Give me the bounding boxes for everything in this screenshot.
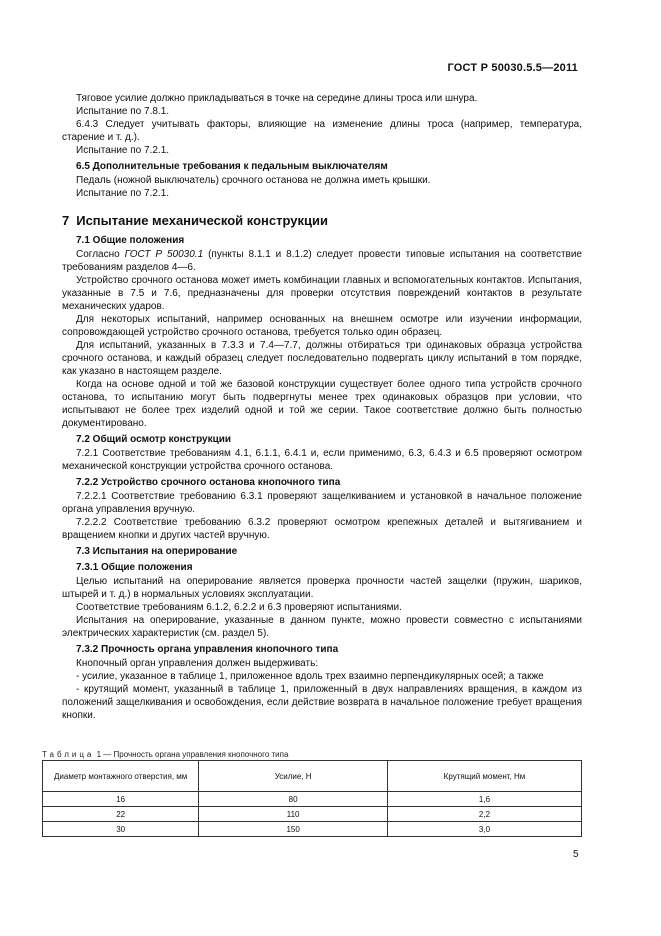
paragraph: Целью испытаний на оперирование является проверка прочности частей защелки (пружин, шариков, штырей и т. д.) в нормальных условиях эксплуатации. — [62, 576, 582, 600]
list-item: - усилие, указанное в таблице 1, приложенное вдоль трех взаимно перпендикулярных осей; а также — [76, 671, 544, 682]
strength-table — [42, 760, 582, 837]
standard-reference: ГОСТ Р 50030.1 — [124, 249, 204, 260]
paragraph: 6.4.3 Следует учитывать факторы, влияющие на изменение длины троса (например, температура, старение и т. д.). — [62, 119, 582, 143]
paragraph: 7.2.1 Соответствие требованиям 4.1, 6.1.1, 6.4.1 и, если применимо, 6.3, 6.4.3 и 6.5 проверяют осмотром механической конструкции устройства срочного останова. — [62, 448, 582, 472]
column-header: Диаметр монтажного отверстия, мм — [43, 761, 199, 792]
paragraph: Тяговое усилие должно прикладываться в точке на середине длины троса или шнура. — [76, 93, 478, 104]
paragraph: Согласно ГОСТ Р 50030.1 (пункты 8.1.1 и 8.1.2) следует провести типовые испытания на соответствие требованиям разделов 4—6. — [62, 249, 582, 273]
section-heading — [62, 214, 582, 227]
table-header-row — [43, 761, 582, 792]
subsection-heading: 7.1 Общие положения — [76, 235, 185, 246]
paragraph: 7.2.2.2 Соответствие требованию 6.3.2 проверяют осмотром крепежных деталей и вытягиванием и вращением кнопки и других частей вручную. — [62, 517, 582, 541]
paragraph: Кнопочный орган управления должен выдерживать: — [76, 658, 319, 669]
paragraph: Испытание по 7.8.1. — [76, 106, 170, 117]
subsection-heading: 7.3 Испытания на оперирование — [76, 546, 238, 557]
table-cell: 2,2 — [387, 807, 581, 822]
paragraph: Для испытаний, указанных в 7.3.3 и 7.4—7.7, должны отбираться три одинаковых образца устройства срочного останова, и каждый образец следует последовательно подвергать циклу испытаний в том порядке, как указано в настоящем разделе. — [62, 340, 582, 377]
column-header: Крутящий момент, Нм — [387, 761, 581, 792]
section-title: Испытание механической конструкции — [76, 213, 328, 228]
subsection-heading: 6.5 Дополнительные требования к педальным выключателям — [76, 161, 388, 172]
table-cell: 30 — [43, 822, 199, 837]
paragraph: Для некоторых испытаний, например основанных на внешнем осмотре или изучении информации, сопровождающей устройство срочного останова, требуется только один образец. — [62, 314, 582, 338]
table-cell: 16 — [43, 792, 199, 807]
subsection-heading: 7.2.2 Устройство срочного останова кнопочного типа — [76, 477, 341, 488]
subsection-heading: 7.3.2 Прочность органа управления кнопочного типа — [76, 644, 339, 655]
page-number: 5 — [573, 849, 579, 860]
table-cell: 150 — [199, 822, 388, 837]
table-cell: 22 — [43, 807, 199, 822]
table-cell: 1,6 — [387, 792, 581, 807]
paragraph: Педаль (ножной выключатель) срочного останова не должна иметь крышки. — [76, 175, 431, 186]
table-cell: 110 — [199, 807, 388, 822]
list-item: - крутящий момент, указанный в таблице 1, приложенный в двух направлениях вращения, в каждом из положений защелкивания и освобождения, если действие возврата в начальное положение требует вращения кнопки. — [62, 684, 582, 721]
paragraph: Устройство срочного останова может иметь комбинации главных и вспомогательных контактов. Испытания, указанные в 7.5 и 7.6, предназначены для проверки отсутствия повреждений контактов в результате механических ударов. — [62, 275, 582, 312]
table-cell: 80 — [199, 792, 388, 807]
subsection-heading: 7.2 Общий осмотр конструкции — [76, 434, 232, 445]
paragraph: Когда на основе одной и той же базовой конструкции существует более одного типа устройств срочного останова, то испытанию могут быть подвергнуты менее трех одинаковых образцов при условии, что испытывают не более трех изделий одной и той же серии. Такое соответствие должно быть полностью документировано. — [62, 379, 582, 429]
column-header: Усилие, Н — [199, 761, 388, 792]
table-row — [43, 822, 582, 837]
table-row — [43, 807, 582, 822]
page-body — [62, 92, 582, 722]
table-caption: Таблица 1 — Прочность органа управления кнопочного типа — [42, 750, 289, 759]
document-id: ГОСТ Р 50030.5.5—2011 — [447, 62, 578, 74]
subsection-heading: 7.3.1 Общие положения — [76, 562, 193, 573]
table-row — [43, 792, 582, 807]
paragraph: Испытание по 7.2.1. — [76, 145, 170, 156]
section-number: 7 — [62, 213, 70, 228]
table-cell: 3,0 — [387, 822, 581, 837]
paragraph: 7.2.2.1 Соответствие требованию 6.3.1 проверяют защелкиванием и установкой в начальное положение органа управления вручную. — [62, 491, 582, 515]
paragraph: Соответствие требованиям 6.1.2, 6.2.2 и 6.3 проверяют испытаниями. — [76, 602, 402, 613]
paragraph: Испытания на оперирование, указанные в данном пункте, можно провести совместно с испытаниями электрических характеристик (см. раздел 5). — [62, 615, 582, 639]
paragraph: Испытание по 7.2.1. — [76, 188, 170, 199]
